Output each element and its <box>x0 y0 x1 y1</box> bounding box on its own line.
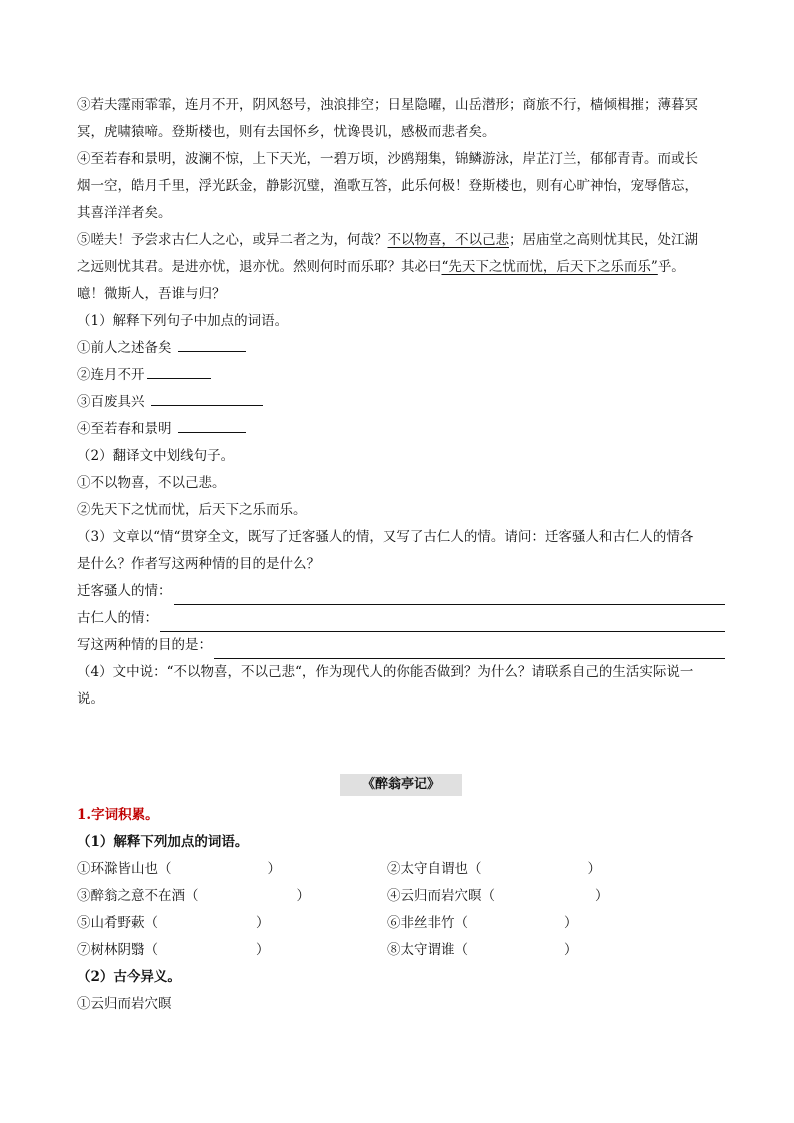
section-zuiwengting <box>77 773 725 1018</box>
question-2-title: （2）翻译文中划线句子。 <box>77 448 235 464</box>
answer-label: 写这两种情的目的是： <box>77 637 212 653</box>
text-span: 乎。 <box>657 259 685 275</box>
q1-item-2 <box>77 362 725 389</box>
text-span: ；居庙堂之高则忧其民，处江湖 <box>509 232 698 248</box>
word-item-6 <box>387 910 697 937</box>
passage-p3-line2: 冥，虎啸猿啼。登斯楼也，则有去国怀乡，忧谗畏讥，感极而悲者矣。 <box>77 124 496 140</box>
question-4 <box>77 659 725 713</box>
answer-label: 迁客骚人的情： <box>77 583 172 599</box>
underlined-sentence-1: 不以物喜，不以己悲 <box>387 232 509 248</box>
close-paren: ） <box>587 861 601 877</box>
q1-item-text: ③百废具兴 <box>77 394 145 410</box>
document-page <box>77 92 725 1018</box>
close-paren: ） <box>267 861 281 877</box>
word-item-8 <box>387 937 697 964</box>
q3-answer-row-2 <box>77 605 725 632</box>
passage-p5-line3: 噫！微斯人，吾谁与归？ <box>77 286 226 302</box>
q1-item-3 <box>77 389 725 416</box>
q1-item-1 <box>77 335 725 362</box>
word-item-1 <box>77 856 387 883</box>
answer-blank[interactable] <box>178 418 246 433</box>
close-paren: ） <box>296 888 310 904</box>
section-title-wrap <box>77 773 725 796</box>
close-paren: ） <box>564 942 578 958</box>
sub-question-2-item-1: ①云归而岩穴暝 <box>77 996 172 1012</box>
passage <box>77 92 725 308</box>
word-text: ⑥非丝非竹（ <box>387 915 468 931</box>
question-4-line2: 说。 <box>77 691 104 707</box>
answer-line[interactable] <box>160 613 725 632</box>
question-1 <box>77 308 725 443</box>
passage-p5-line1 <box>77 227 725 254</box>
passage-p4-line2: 烟一空，皓月千里，浮光跃金，静影沉璧，渔歌互答，此乐何极！登斯楼也，则有心旷神怡，宠辱偕忘， <box>77 178 698 194</box>
close-paren: ） <box>256 915 270 931</box>
word-grid <box>77 856 725 964</box>
question-2 <box>77 443 725 524</box>
question-3-line2: 是什么？作者写这两种情的目的是什么？ <box>77 556 320 572</box>
word-item-7 <box>77 937 387 964</box>
word-text: ①环滁皆山也（ <box>77 861 172 877</box>
word-text: ③醉翁之意不在酒（ <box>77 888 199 904</box>
q1-item-text: ②连月不开 <box>77 367 145 383</box>
close-paren: ） <box>564 915 578 931</box>
answer-label: 古仁人的情： <box>77 610 158 626</box>
spacer <box>77 713 725 769</box>
word-item-5 <box>77 910 387 937</box>
q3-answer-row-3 <box>77 632 725 659</box>
word-item-3 <box>77 883 387 910</box>
q3-answer-row-1 <box>77 578 725 605</box>
word-text: ④云归而岩穴暝（ <box>387 888 495 904</box>
q2-item-2: ②先天下之忧而忧，后天下之乐而乐。 <box>77 502 307 518</box>
question-3 <box>77 524 725 659</box>
text-span: ⑤嗟夫！予尝求古仁人之心，或异二者之为，何哉？ <box>77 232 388 248</box>
close-paren: ） <box>595 888 609 904</box>
answer-line[interactable] <box>174 586 726 605</box>
q1-item-text: ④至若春和景明 <box>77 421 172 437</box>
text-span: 之远则忧其君。是进亦忧，退亦忧。然则何时而乐耶？其必曰 <box>77 259 442 275</box>
sub-question-2: （2）古今异义。 <box>77 969 181 985</box>
answer-blank[interactable] <box>147 364 211 379</box>
passage-p5-line2 <box>77 254 725 281</box>
sub-question-1: （1）解释下列加点的词语。 <box>77 834 249 850</box>
answer-blank[interactable] <box>178 337 246 352</box>
q1-item-text: ①前人之述备矣 <box>77 340 172 356</box>
word-item-2 <box>387 856 697 883</box>
close-paren: ） <box>256 942 270 958</box>
question-3-line1: （3）文章以“情“贯穿全文，既写了迁客骚人的情，又写了古仁人的情。请问：迁客骚人和古仁人的情各 <box>77 529 694 545</box>
question-4-line1: （4）文中说：“不以物喜，不以己悲“，作为现代人的你能否做到？为什么？请联系自己的生活实际说一 <box>77 664 694 680</box>
word-text: ⑦树林阴翳（ <box>77 942 158 958</box>
section-title: 《醉翁亭记》 <box>340 774 462 796</box>
answer-blank[interactable] <box>151 391 263 406</box>
passage-p4-line1: ④至若春和景明，波澜不惊，上下天光，一碧万顷，沙鸥翔集，锦鳞游泳，岸芷汀兰，郁郁青青。而或长 <box>77 151 698 167</box>
passage-p4-line3: 其喜洋洋者矣。 <box>77 205 172 221</box>
section-heading: 1.字词积累。 <box>77 807 159 823</box>
word-item-4 <box>387 883 697 910</box>
word-text: ⑤山肴野蔌（ <box>77 915 158 931</box>
q1-item-4 <box>77 416 725 443</box>
word-text: ②太守自谓也（ <box>387 861 482 877</box>
underlined-sentence-2: “先天下之忧而忧，后天下之乐而乐” <box>441 259 658 275</box>
q2-item-1: ①不以物喜，不以己悲。 <box>77 475 226 491</box>
word-text: ⑧太守谓谁（ <box>387 942 468 958</box>
answer-line[interactable] <box>214 640 725 659</box>
question-1-title: （1）解释下列句子中加点的词语。 <box>77 313 289 329</box>
passage-p3-line1: ③若夫霪雨霏霏，连月不开，阴风怒号，浊浪排空；日星隐曜，山岳潜形；商旅不行，樯倾楫摧；薄暮冥 <box>77 97 698 113</box>
